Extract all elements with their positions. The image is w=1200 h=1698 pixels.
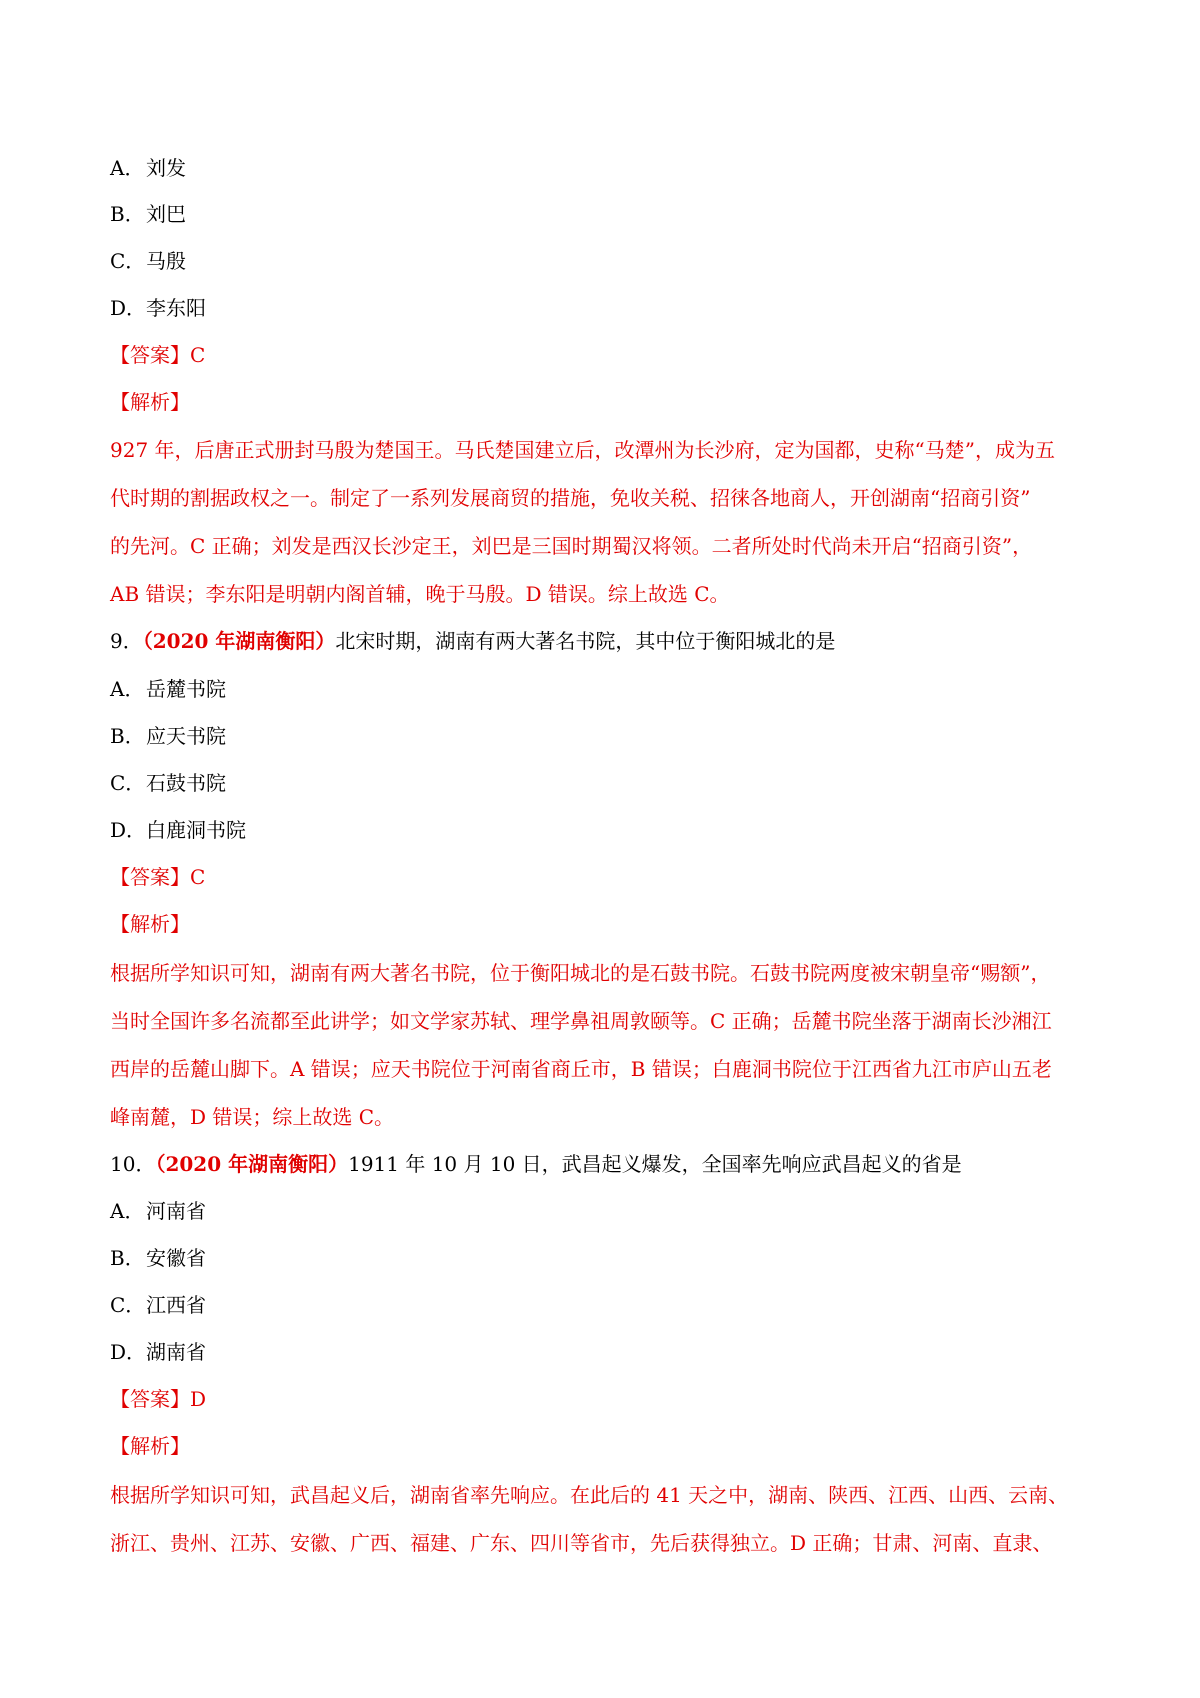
option-text: 岳麓书院 <box>146 677 226 701</box>
option-text: 安徽省 <box>146 1246 206 1270</box>
q8-analysis-line-4: AB 错误；李东阳是明朝内阁首辅，晚于马殷。D 错误。综上故选 C。 <box>110 582 730 606</box>
q8-analysis-line-2: 代时期的割据政权之一。制定了一系列发展商贸的措施，免收关税、招徕各地商人，开创湖南“招商引资” <box>110 486 1031 510</box>
q8-analysis-label: 【解析】 <box>110 390 190 414</box>
q9-option-c <box>110 771 1100 795</box>
option-letter: D． <box>110 1340 147 1364</box>
q9-analysis-line-4: 峰南麓，D 错误；综上故选 C。 <box>110 1105 395 1129</box>
option-text: 白鹿洞书院 <box>146 818 246 842</box>
q10-analysis-label: 【解析】 <box>110 1434 190 1458</box>
q10-option-c <box>110 1293 1100 1317</box>
option-letter: B． <box>110 1246 145 1270</box>
option-letter: A． <box>110 1199 145 1223</box>
option-text: 刘发 <box>146 156 186 180</box>
option-letter: C． <box>110 249 146 273</box>
q9-stem <box>110 629 1100 653</box>
option-letter: C． <box>110 771 146 795</box>
q9-analysis-label: 【解析】 <box>110 912 190 936</box>
option-letter: D． <box>110 818 147 842</box>
q10-stem <box>110 1152 1100 1176</box>
q8-option-c <box>110 249 1100 273</box>
q9-answer: 【答案】C <box>110 865 206 889</box>
q10-analysis-line-2: 浙江、贵州、江苏、安徽、广西、福建、广东、四川等省市，先后获得独立。D 正确；甘肃、河南、直隶、 <box>110 1531 1053 1555</box>
option-text: 湖南省 <box>146 1340 206 1364</box>
q9-option-d <box>110 818 1100 842</box>
option-text: 石鼓书院 <box>146 771 226 795</box>
option-text: 江西省 <box>146 1293 206 1317</box>
question-text: 北宋时期，湖南有两大著名书院，其中位于衡阳城北的是 <box>335 629 836 653</box>
q10-analysis-line-1: 根据所学知识可知，武昌起义后，湖南省率先响应。在此后的 41 天之中，湖南、陕西、江西、山西、云南、 <box>110 1483 1069 1507</box>
q8-option-b <box>110 202 1100 226</box>
q9-analysis-line-3: 西岸的岳麓山脚下。A 错误；应天书院位于河南省商丘市，B 错误；白鹿洞书院位于江西省九江市庐山五老 <box>110 1057 1052 1081</box>
q8-analysis-line-1: 927 年，后唐正式册封马殷为楚国王。马氏楚国建立后，改潭州为长沙府，定为国都，史称“马楚”，成为五 <box>110 438 1055 462</box>
q8-option-a <box>110 156 1100 180</box>
option-text: 刘巴 <box>146 202 186 226</box>
q9-option-a <box>110 677 1100 701</box>
option-letter: B． <box>110 202 145 226</box>
option-letter: A． <box>110 677 145 701</box>
q9-analysis-line-1: 根据所学知识可知，湖南有两大著名书院，位于衡阳城北的是石鼓书院。石鼓书院两度被宋朝皇帝“赐额”， <box>110 961 1051 985</box>
option-text: 河南省 <box>146 1199 206 1223</box>
question-source: （2020 年湖南衡阳） <box>142 629 336 653</box>
q8-analysis-line-3: 的先河。C 正确；刘发是西汉长沙定王，刘巴是三国时期蜀汉将领。二者所处时代尚未开启“招商引资”， <box>110 534 1033 558</box>
option-text: 应天书院 <box>146 724 226 748</box>
question-source: （2020 年湖南衡阳） <box>155 1152 349 1176</box>
q10-option-a <box>110 1199 1100 1223</box>
q9-option-b <box>110 724 1100 748</box>
q8-option-d <box>110 296 1100 320</box>
q10-option-d <box>110 1340 1100 1364</box>
question-text: 1911 年 10 月 10 日，武昌起义爆发，全国率先响应武昌起义的省是 <box>348 1152 962 1176</box>
question-number: 9． <box>110 629 143 653</box>
option-letter: A． <box>110 156 145 180</box>
option-letter: D． <box>110 296 147 320</box>
option-text: 李东阳 <box>146 296 206 320</box>
option-letter: C． <box>110 1293 146 1317</box>
q10-option-b <box>110 1246 1100 1270</box>
q8-answer: 【答案】C <box>110 343 206 367</box>
q10-answer: 【答案】D <box>110 1387 207 1411</box>
option-letter: B． <box>110 724 145 748</box>
option-text: 马殷 <box>146 249 186 273</box>
question-number: 10． <box>110 1152 156 1176</box>
q9-analysis-line-2: 当时全国许多名流都至此讲学；如文学家苏轼、理学鼻祖周敦颐等。C 正确；岳麓书院坐落于湖南长沙湘江 <box>110 1009 1052 1033</box>
